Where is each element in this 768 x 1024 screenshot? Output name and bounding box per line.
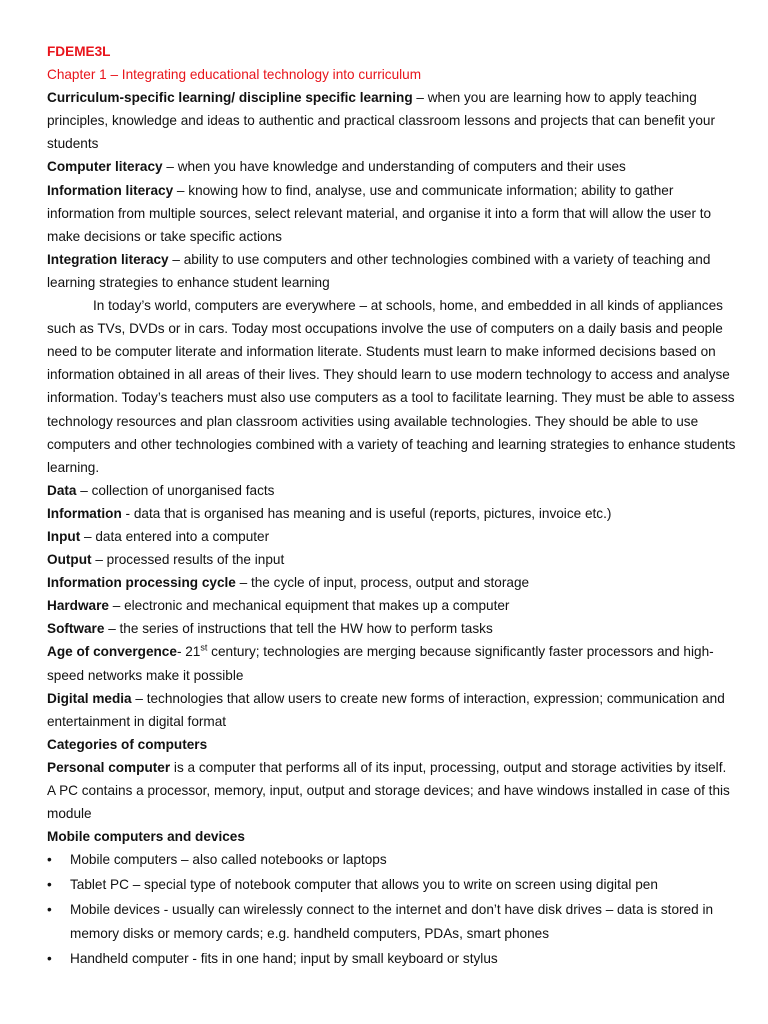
definition-personal-computer bbox=[47, 756, 737, 825]
chapter-title: Chapter 1 – Integrating educational technology into curriculum bbox=[47, 67, 422, 83]
definition-term: Digital media bbox=[47, 690, 132, 706]
categories-heading bbox=[47, 733, 737, 756]
definition-term: Information processing cycle bbox=[47, 575, 236, 591]
definition-term: Software bbox=[47, 621, 105, 637]
definition-text: - data that is organised has meaning and is useful (reports, pictures, invoice etc.) bbox=[121, 505, 612, 521]
definition-text: – processed results of the input bbox=[91, 552, 285, 568]
bullet-icon: • bbox=[47, 877, 52, 893]
definition-term: Input bbox=[47, 528, 81, 544]
definition-text: – collection of unorganised facts bbox=[76, 482, 275, 498]
definition-text: century; technologies are merging because significantly faster processors and high-speed networks make it possible bbox=[47, 644, 714, 683]
course-code: FDEME3L bbox=[47, 44, 111, 59]
definition-text: – the series of instructions that tell the HW how to perform tasks bbox=[104, 621, 493, 637]
mobile-list bbox=[47, 848, 737, 969]
definition-term: Output bbox=[47, 552, 92, 568]
definition-term: Curriculum-specific learning/ discipline specific learning bbox=[47, 90, 413, 106]
bullet-icon: • bbox=[47, 902, 52, 918]
definition-software bbox=[47, 617, 737, 640]
definition-text: – electronic and mechanical equipment that makes up a computer bbox=[108, 598, 510, 614]
definition-term: Information literacy bbox=[47, 182, 174, 198]
bullet-icon: • bbox=[47, 950, 52, 966]
definition-input bbox=[47, 525, 737, 548]
definition-text: – technologies that allow users to create new forms of interaction, expression; communication and entertainment in digital format bbox=[47, 690, 725, 729]
definition-text: – when you are learning how to apply teaching principles, knowledge and ideas to authentic and practical classroom lessons and projects that can benefit your students bbox=[47, 90, 715, 152]
list-item-text: Mobile devices - usually can wirelessly connect to the internet and don’t have disk drives – data is stored in memory disks or memory cards; e.g. handheld computers, PDAs, smart phones bbox=[70, 902, 714, 941]
definition-term: Personal computer bbox=[47, 759, 171, 775]
definition-text: – ability to use computers and other technologies combined with a variety of teaching and learning strategies to enhance student learning bbox=[47, 251, 711, 290]
definition-term: Integration literacy bbox=[47, 251, 169, 267]
definition-information-processing-cycle bbox=[47, 571, 737, 594]
ordinal-suffix: st bbox=[200, 642, 208, 653]
definition-integration-literacy bbox=[47, 248, 737, 294]
definition-information bbox=[47, 502, 737, 525]
definition-term: Information bbox=[47, 505, 122, 521]
definition-digital-media bbox=[47, 687, 737, 733]
definition-text: – knowing how to find, analyse, use and communicate information; ability to gather information from multiple sources, select relevant material, and organise it into a form that will allow the user to make decisions or take specific actions bbox=[47, 182, 712, 244]
definition-age-of-convergence bbox=[47, 640, 737, 686]
definition-curriculum-specific-learning bbox=[47, 86, 737, 155]
definition-computer-literacy bbox=[47, 155, 737, 178]
bullet-icon: • bbox=[47, 852, 52, 868]
definition-term: Data bbox=[47, 482, 77, 498]
definition-term: Age of convergence bbox=[47, 644, 177, 660]
definition-text-pre: - 21 bbox=[176, 644, 201, 660]
section-heading: Categories of computers bbox=[47, 736, 208, 752]
body-paragraph: In today’s world, computers are everywhere – at schools, home, and embedded in all kinds of appliances such as TVs, DVDs or in cars. Today most occupations involve the use of computers on a daily basis and people need to be computer literate and information literate. Students must learn to make informed decisions based on information obtained in all areas of their lives. They should learn to use modern technology to access and analyse information. Today’s teachers must also use computers as a tool to facilitate learning. They must be able to assess technology resources and plan classroom activities using available technologies. They should be able to use computers and other technologies combined with a variety of teaching and learning strategies to enhance students learning. bbox=[47, 298, 736, 475]
definition-data bbox=[47, 479, 737, 502]
definition-text: is a computer that performs all of its input, processing, output and storage activities by itself. A PC contains a processor, memory, input, output and storage devices; and have windows installed in case of this module bbox=[47, 759, 730, 822]
list-item bbox=[47, 947, 737, 970]
list-item-text: Tablet PC – special type of notebook computer that allows you to write on screen using digital pen bbox=[70, 877, 658, 893]
list-item-text: Mobile computers – also called notebooks or laptops bbox=[70, 852, 387, 868]
definition-text: – the cycle of input, process, output and storage bbox=[235, 575, 530, 591]
definition-term: Hardware bbox=[47, 598, 109, 614]
definition-term: Computer literacy bbox=[47, 159, 163, 175]
definition-output bbox=[47, 548, 737, 571]
document-page bbox=[47, 40, 737, 972]
definition-hardware bbox=[47, 594, 737, 617]
list-item bbox=[47, 873, 737, 896]
definition-information-literacy bbox=[47, 179, 737, 248]
definition-text: – when you have knowledge and understanding of computers and their uses bbox=[162, 159, 626, 175]
list-item bbox=[47, 848, 737, 871]
list-item-text: Handheld computer - fits in one hand; input by small keyboard or stylus bbox=[70, 950, 498, 966]
section-heading: Mobile computers and devices bbox=[47, 829, 245, 845]
definition-text: – data entered into a computer bbox=[80, 528, 270, 544]
mobile-heading bbox=[47, 825, 737, 848]
list-item bbox=[47, 898, 737, 944]
